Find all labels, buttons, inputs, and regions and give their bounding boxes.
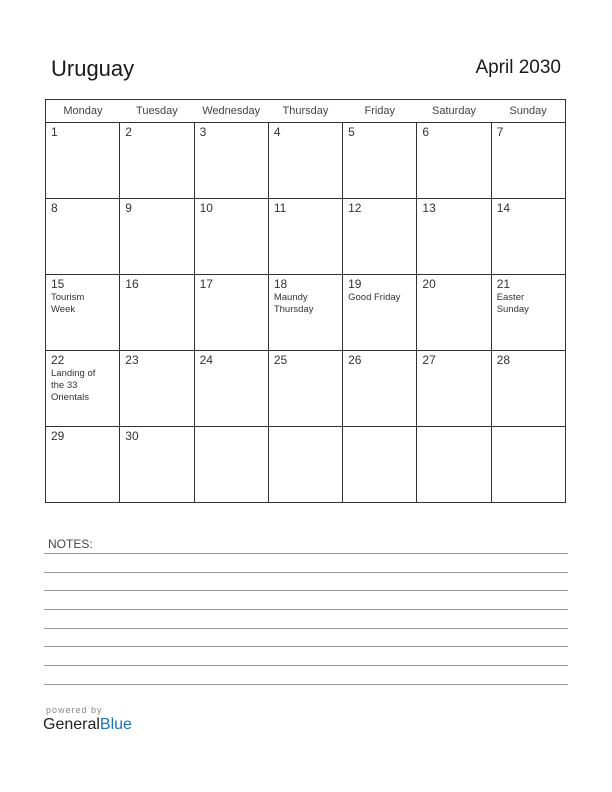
- day-cell: [194, 199, 268, 275]
- day-number: 26: [348, 353, 362, 367]
- notes-line: [44, 609, 568, 610]
- weekday-header: Tuesday: [120, 100, 194, 123]
- day-cell: [194, 275, 268, 351]
- day-number: 15: [51, 277, 65, 291]
- day-number: 17: [199, 277, 213, 291]
- day-cell-empty: [343, 427, 417, 503]
- day-cell: [343, 123, 417, 199]
- day-number: 27: [422, 353, 436, 367]
- day-cell-empty: [268, 427, 342, 503]
- day-cell: [268, 199, 342, 275]
- weekday-header: Thursday: [268, 100, 342, 123]
- day-number: 11: [273, 201, 287, 215]
- notes-line: [44, 665, 568, 666]
- week-row: [46, 351, 566, 427]
- day-cell: [491, 275, 565, 351]
- day-cell: [120, 351, 194, 427]
- day-number: 3: [199, 125, 207, 139]
- day-number: 2: [125, 125, 132, 139]
- day-number: 7: [496, 125, 504, 139]
- day-cell: [268, 123, 342, 199]
- brand-blue: Blue: [99, 716, 132, 733]
- week-row: [46, 427, 566, 503]
- day-cell: [417, 123, 491, 199]
- day-cell: [194, 123, 268, 199]
- day-cell-empty: [194, 427, 268, 503]
- month-title: April 2030: [475, 57, 561, 78]
- day-number: 13: [422, 201, 436, 215]
- day-cell: [120, 199, 194, 275]
- week-row: [46, 199, 566, 275]
- day-number: 1: [51, 125, 58, 139]
- day-number: 5: [348, 125, 355, 139]
- weekday-header: Saturday: [417, 100, 491, 123]
- day-cell: [491, 351, 565, 427]
- day-number: 25: [273, 353, 288, 367]
- day-number: 30: [125, 429, 139, 443]
- weekday-header: Wednesday: [194, 100, 268, 123]
- day-cell: [343, 351, 417, 427]
- day-number: 24: [199, 353, 213, 367]
- day-number: 4: [273, 125, 281, 139]
- day-number: 10: [199, 201, 213, 215]
- day-number: 18: [273, 277, 288, 291]
- day-cell: [46, 199, 120, 275]
- notes-line: [44, 628, 568, 629]
- day-cell: [417, 275, 491, 351]
- day-number: 14: [496, 201, 511, 215]
- holiday-label: Maundy Thursday: [273, 292, 314, 315]
- day-number: 8: [51, 201, 58, 215]
- day-number: 12: [348, 201, 362, 215]
- day-cell-empty: [417, 427, 491, 503]
- weekday-header: Sunday: [491, 100, 565, 123]
- day-number: 22: [51, 353, 65, 367]
- day-cell: [46, 275, 120, 351]
- day-number: 20: [422, 277, 436, 291]
- day-cell: [491, 123, 565, 199]
- holiday-label: Tourism Week: [51, 292, 85, 315]
- day-cell: [46, 351, 120, 427]
- holiday-label: Landing of the 33 Orientals: [51, 368, 96, 403]
- day-number: 6: [422, 125, 430, 139]
- day-cell: [46, 123, 120, 199]
- notes-line: [44, 590, 568, 591]
- weekday-header: Friday: [343, 100, 417, 123]
- day-cell: [268, 351, 342, 427]
- day-cell: [343, 199, 417, 275]
- day-cell: [120, 427, 194, 503]
- holiday-label: Easter Sunday: [496, 292, 529, 315]
- notes-line: [44, 646, 568, 647]
- day-number: 16: [125, 277, 139, 291]
- day-number: 29: [51, 429, 65, 443]
- day-cell: [268, 275, 342, 351]
- weekday-header-row: [46, 100, 566, 123]
- day-number: 28: [496, 353, 511, 367]
- day-cell: [46, 427, 120, 503]
- holiday-label: Good Friday: [348, 292, 401, 303]
- notes-line: [44, 572, 568, 573]
- day-cell: [417, 351, 491, 427]
- notes-label: NOTES:: [48, 537, 93, 551]
- powered-by-label: powered by: [46, 705, 103, 715]
- notes-line: [44, 553, 568, 554]
- day-cell: [343, 275, 417, 351]
- brand-logo: [43, 716, 132, 734]
- day-cell: [194, 351, 268, 427]
- brand-general: General: [43, 716, 100, 733]
- day-number: 23: [125, 353, 139, 367]
- day-cell: [120, 275, 194, 351]
- day-number: 9: [125, 201, 132, 215]
- week-row: [46, 123, 566, 199]
- day-cell: [417, 199, 491, 275]
- weekday-header: Monday: [46, 100, 120, 123]
- day-cell: [491, 199, 565, 275]
- day-number: 21: [496, 277, 511, 291]
- day-cell: [120, 123, 194, 199]
- calendar-grid: [45, 99, 566, 503]
- country-title: Uruguay: [51, 56, 135, 81]
- notes-line: [44, 684, 568, 685]
- day-cell-empty: [491, 427, 565, 503]
- week-row: [46, 275, 566, 351]
- day-number: 19: [348, 277, 362, 291]
